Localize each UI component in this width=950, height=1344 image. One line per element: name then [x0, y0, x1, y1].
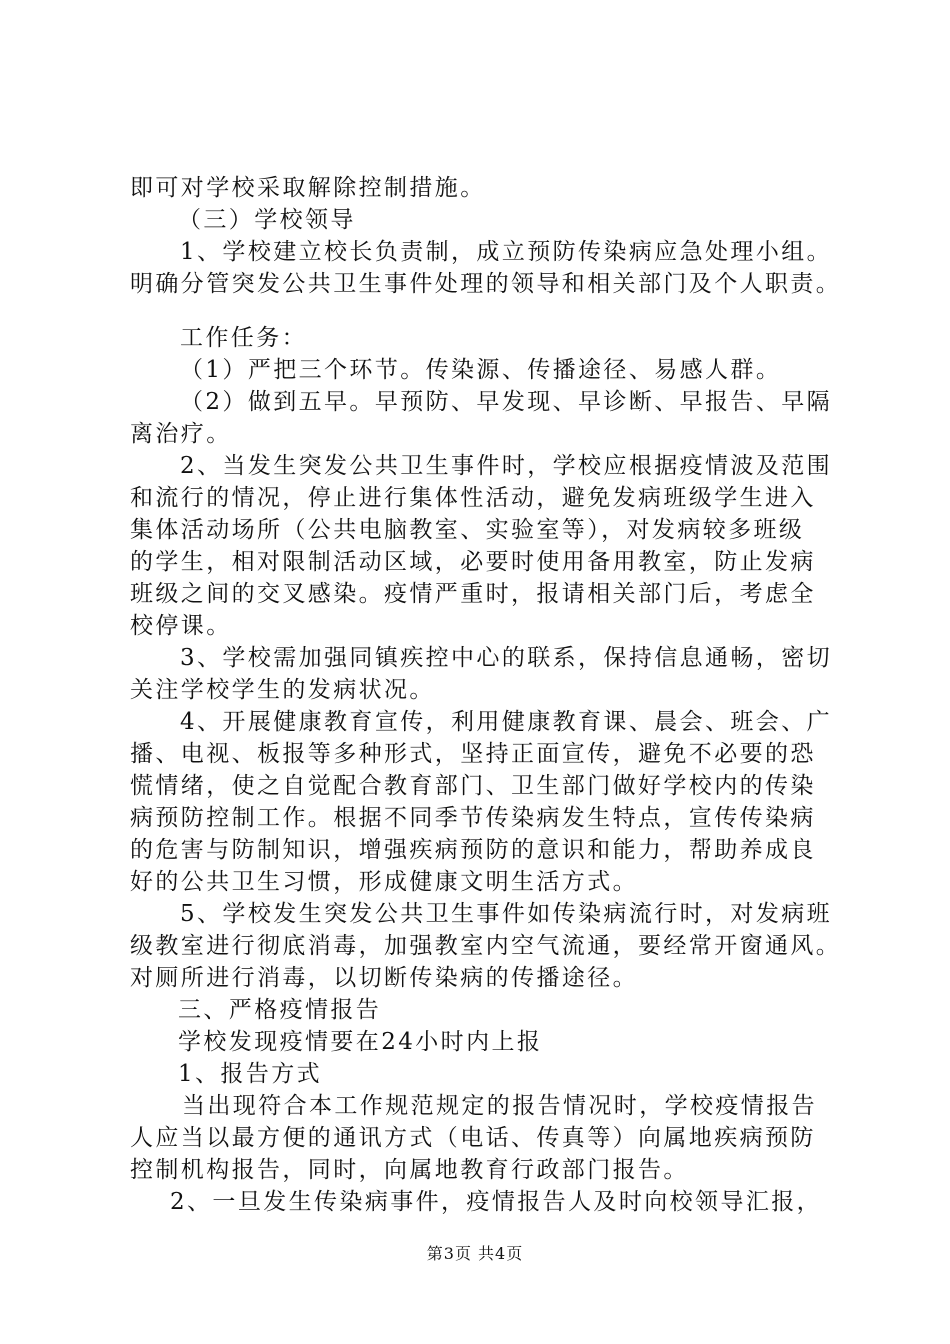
text-line: 人应当以最方便的通讯方式（电话、传真等）向属地疾病预防 [130, 1125, 816, 1151]
document-body [130, 172, 850, 1218]
text-line: 即可对学校采取解除控制措施。 [130, 175, 486, 201]
text-line: 班级之间的交叉感染。疫情严重时，报请相关部门后，考虑全 [130, 581, 816, 607]
text-line: 对厕所进行消毒，以切断传染病的传播途径。 [130, 965, 638, 991]
text-line: 校停课。 [130, 613, 232, 639]
paragraph-gap [130, 300, 850, 322]
page-number-footer: 第3页 共4页 [426, 1244, 524, 1263]
text-line: 5、学校发生突发公共卫生事件如传染病流行时，对发病班 [180, 901, 833, 927]
text-line: 离治疗。 [130, 421, 232, 447]
text-line: 级教室进行彻底消毒，加强教室内空气流通，要经常开窗通风。 [130, 933, 842, 959]
text-line: 慌情绪，使之自觉配合教育部门、卫生部门做好学校内的传染 [130, 773, 816, 799]
text-line: 控制机构报告，同时，向属地教育行政部门报告。 [130, 1157, 689, 1183]
text-line: 的学生，相对限制活动区域，必要时使用备用教室，防止发病 [130, 549, 816, 575]
text-line: 关注学校学生的发病状况。 [130, 677, 435, 703]
text-line: （2）做到五早。早预防、早发现、早诊断、早报告、早隔 [180, 389, 833, 415]
text-line: 明确分管突发公共卫生事件处理的领导和相关部门及个人职责。 [130, 271, 842, 297]
text-line: 2、一旦发生传染病事件，疫情报告人及时向校领导汇报， [170, 1189, 823, 1215]
text-line: 的危害与防制知识，增强疾病预防的意识和能力，帮助养成良 [130, 837, 816, 863]
text-line: 3、学校需加强同镇疾控中心的联系，保持信息通畅，密切 [180, 645, 833, 671]
text-line: 学校发现疫情要在24小时内上报 [178, 1029, 543, 1055]
text-line: 和流行的情况，停止进行集体性活动，避免发病班级学生进入 [130, 485, 816, 511]
text-line: 4、开展健康教育宣传，利用健康教育课、晨会、班会、广 [180, 709, 833, 735]
section-heading: 三、严格疫情报告 [178, 997, 382, 1023]
text-line: 2、当发生突发公共卫生事件时，学校应根据疫情波及范围 [180, 453, 833, 479]
text-line: 工作任务： [180, 325, 307, 351]
text-line: 病预防控制工作。根据不同季节传染病发生特点，宣传传染病 [130, 805, 816, 831]
text-line: 当出现符合本工作规范规定的报告情况时，学校疫情报告 [182, 1093, 817, 1119]
section-heading: 1、报告方式 [178, 1061, 323, 1087]
text-line: 集体活动场所（公共电脑教室、实验室等），对发病较多班级 [130, 517, 805, 543]
text-line: 播、电视、板报等多种形式，坚持正面宣传，避免不必要的恐 [130, 741, 816, 767]
text-line: 好的公共卫生习惯，形成健康文明生活方式。 [130, 869, 638, 895]
text-line: （1）严把三个环节。传染源、传播途径、易感人群。 [180, 357, 782, 383]
text-line: 1、学校建立校长负责制，成立预防传染病应急处理小组。 [180, 239, 833, 265]
section-heading: （三）学校领导 [178, 207, 356, 233]
